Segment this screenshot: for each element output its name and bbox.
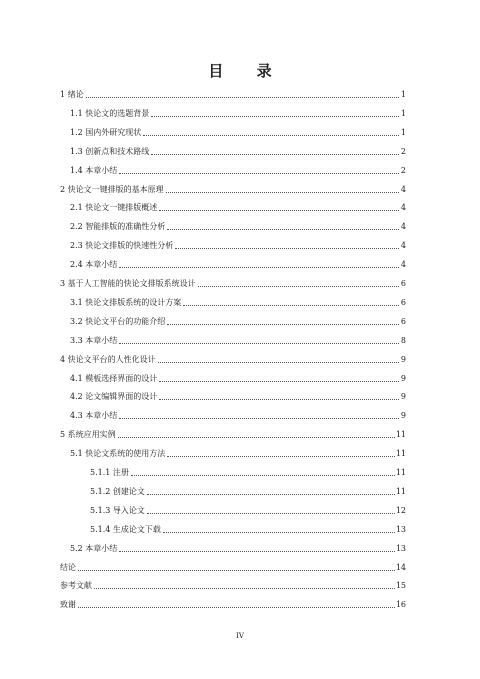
- toc-entry[interactable]: [70, 407, 406, 421]
- toc-entry-label: 3.3 本章小结: [70, 335, 118, 345]
- toc-dot-leader: [78, 607, 395, 608]
- toc-dot-leader: [143, 135, 399, 136]
- page-number: IV: [236, 632, 244, 640]
- toc-entry[interactable]: [70, 294, 406, 308]
- toc-entry-label: 5 系统应用实例: [60, 430, 116, 440]
- toc-entry-page: 6: [400, 297, 406, 307]
- toc-entry-page: 4: [400, 184, 406, 194]
- toc-entry-page: 9: [400, 354, 406, 364]
- toc-entry-label: 5.1.3 导入论文: [90, 505, 145, 515]
- toc-entry-page: 11: [395, 468, 406, 477]
- toc-dot-leader: [159, 399, 399, 400]
- toc-dot-leader: [167, 456, 395, 457]
- toc-dot-leader: [159, 381, 399, 382]
- toc-entry-page: 6: [400, 316, 406, 326]
- toc-entry-page: 11: [395, 449, 406, 459]
- toc-entry[interactable]: [60, 559, 406, 573]
- toc-dot-leader: [159, 210, 399, 211]
- toc-entry-label: 1.4 本章小结: [70, 165, 118, 175]
- toc-entry[interactable]: [70, 540, 406, 554]
- toc-dot-leader: [167, 324, 399, 325]
- toc-entry-page: 4: [400, 241, 406, 251]
- toc-entry[interactable]: [70, 370, 406, 384]
- toc-entry-page: 11: [395, 486, 406, 496]
- toc-entry-label: 5.1 快论文系统的使用方法: [70, 449, 166, 459]
- toc-entry-page: 1: [400, 108, 406, 118]
- toc-entry[interactable]: [70, 143, 406, 157]
- toc-entry-label: 5.1.2 创建论文: [90, 486, 145, 496]
- toc-entry[interactable]: [90, 464, 406, 478]
- toc-entry-label: 1.3 创新点和技术路线: [70, 146, 150, 156]
- toc-dot-leader: [118, 437, 395, 438]
- toc-entry[interactable]: [70, 218, 406, 232]
- toc-entry-label: 参考文献: [60, 581, 92, 591]
- toc-entry-label: 4.1 模板选择界面的设计: [70, 373, 158, 383]
- toc-entry[interactable]: [60, 351, 406, 365]
- toc-entry-label: 3.1 快论文排版系统的设计方案: [70, 297, 182, 307]
- toc-entry[interactable]: [70, 388, 406, 402]
- toc-entry-label: 3 基于人工智能的快论文排版系统设计: [60, 279, 196, 288]
- toc-entry-label: 2.4 本章小结: [70, 260, 118, 270]
- toc-dot-leader: [119, 418, 399, 419]
- toc-entry-label: 2.3 快论文排版的快速性分析: [70, 241, 174, 251]
- toc-entry-page: 4: [400, 222, 406, 232]
- toc-entry-label: 4.3 本章小结: [70, 411, 118, 421]
- toc-entry[interactable]: [70, 124, 406, 138]
- toc-entry-page: 2: [400, 165, 406, 175]
- toc-entry-page: 16: [395, 600, 406, 610]
- toc-entry-page: 15: [395, 581, 406, 591]
- toc-entry-page: 14: [395, 562, 406, 572]
- toc-dot-leader: [131, 475, 395, 476]
- toc-entry-label: 3.2 快论文平台的功能介绍: [70, 316, 166, 326]
- toc-entry-page: 1: [400, 90, 406, 99]
- toc-entry[interactable]: [90, 521, 406, 535]
- toc-entry-label: 结论: [60, 562, 76, 572]
- toc-dot-leader: [119, 173, 399, 174]
- toc-entry[interactable]: [60, 275, 406, 289]
- toc-entry[interactable]: [60, 181, 406, 195]
- toc-entry[interactable]: [90, 483, 406, 497]
- toc-dot-leader: [119, 343, 399, 344]
- toc-entry-page: 8: [400, 335, 406, 345]
- toc-entry[interactable]: [60, 86, 406, 100]
- toc-dot-leader: [175, 248, 399, 249]
- toc-entry-label: 致谢: [60, 600, 76, 610]
- toc-entry-label: 4 快论文平台的人性化设计: [60, 354, 156, 364]
- toc-entry-page: 9: [400, 392, 406, 402]
- toc-heading: 目 录: [208, 62, 286, 80]
- toc-dot-leader: [163, 532, 395, 533]
- toc-entry-page: 12: [395, 505, 406, 515]
- toc-entry-label: 2.1 快论文一键排版概述: [70, 203, 158, 213]
- toc-entry[interactable]: [70, 199, 406, 213]
- toc-dot-leader: [183, 305, 399, 306]
- toc-entry-label: 1 绪论: [60, 90, 84, 99]
- toc-entry[interactable]: [70, 237, 406, 251]
- toc-dot-leader: [167, 229, 399, 230]
- toc-dot-leader: [94, 588, 395, 589]
- toc-entry-label: 2 快论文一键排版的基本原理: [60, 184, 164, 194]
- toc-entry-page: 4: [400, 260, 406, 270]
- toc-dot-leader: [158, 362, 399, 363]
- toc-entry-page: 2: [400, 146, 406, 156]
- toc-dot-leader: [166, 192, 399, 193]
- toc-entry-page: 13: [395, 543, 406, 553]
- toc-entry-label: 5.1.1 注册: [90, 468, 129, 477]
- toc-dot-leader: [198, 286, 399, 287]
- toc-entry-page: 4: [400, 203, 406, 213]
- toc-entry[interactable]: [70, 105, 406, 119]
- toc-entry-page: 11: [395, 430, 406, 440]
- toc-entry[interactable]: [70, 445, 406, 459]
- toc-dot-leader: [119, 267, 399, 268]
- toc-entry[interactable]: [60, 596, 406, 610]
- toc-entry[interactable]: [60, 426, 406, 440]
- toc-entry-page: 9: [400, 373, 406, 383]
- toc-dot-leader: [78, 570, 395, 571]
- toc-dot-leader: [151, 154, 399, 155]
- toc-entry-label: 5.1.4 生成论文下载: [90, 524, 161, 534]
- toc-entry[interactable]: [60, 577, 406, 591]
- toc-entry[interactable]: [90, 502, 406, 516]
- toc-dot-leader: [147, 494, 395, 495]
- toc-entry-label: 1.1 快论文的选题背景: [70, 108, 150, 118]
- toc-dot-leader: [151, 116, 399, 117]
- toc-entry-page: 13: [395, 524, 406, 534]
- toc-entry[interactable]: [70, 256, 406, 270]
- toc-entry[interactable]: [70, 332, 406, 346]
- toc-entry-page: 6: [400, 279, 406, 288]
- toc-entry[interactable]: [70, 313, 406, 327]
- toc-entry-label: 2.2 智能排版的准确性分析: [70, 222, 166, 232]
- toc-entry-page: 1: [400, 127, 406, 137]
- toc-dot-leader: [147, 513, 395, 514]
- toc-entry-label: 4.2 论文编辑界面的设计: [70, 392, 158, 402]
- toc-entry-label: 5.2 本章小结: [70, 543, 118, 553]
- toc-dot-leader: [119, 551, 395, 552]
- toc-entry-label: 1.2 国内外研究现状: [70, 127, 142, 137]
- toc-entry-page: 9: [400, 411, 406, 421]
- toc-dot-leader: [86, 97, 399, 98]
- toc-entry[interactable]: [70, 162, 406, 176]
